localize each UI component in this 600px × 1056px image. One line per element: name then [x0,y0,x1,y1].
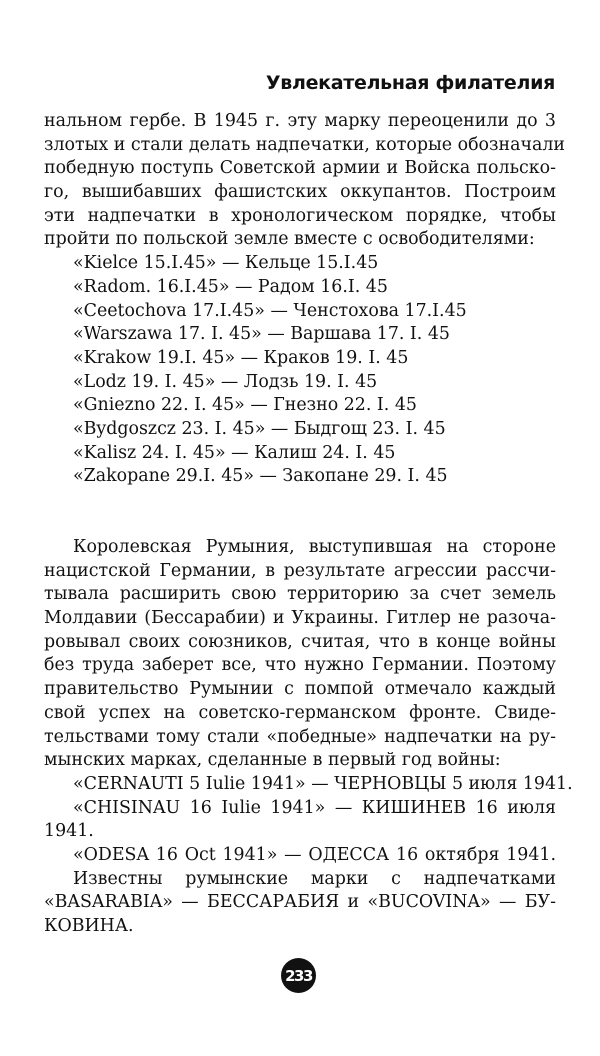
list-item-continuation: 1941. [44,821,94,842]
list-item: «CERNAUTI 5 Iulie 1941» — ЧЕРНОВЦЫ 5 июля 1941. [73,773,573,794]
list-item: «Krakow 19.I. 45» — Краков 19. I. 45 [73,347,409,368]
polish-overprint-list [44,252,556,489]
text-line: «BASARABIA» — БЕССАРАБИЯ и «BUCOVINA» — БУ- [44,892,556,913]
list-item: «Kalisz 24. I. 45» — Калиш 24. I. 45 [73,442,396,463]
text-line: Известны румынские марки с надпечатками [73,868,556,889]
text-line: злотых и стали делать надпечатки, которые обозначали [44,134,565,155]
list-item: «Radom. 16.I.45» — Радом 16.I. 45 [73,276,388,297]
text-line: пройти по польской земле вместе с освободителями: [44,229,535,250]
romanian-overprint-list [44,773,573,868]
page-number-badge [281,958,316,993]
text-line: свой успех на советско-германском фронте. Свиде- [44,702,556,723]
list-item: «Gniezno 22. I. 45» — Гнезно 22. I. 45 [73,395,417,416]
page-body [44,110,573,939]
list-item: «Ceetochova 17.I.45» — Ченстохова 17.I.45 [73,300,467,321]
text-line: ровывал своих союзников, считая, что в конце войны [44,631,556,652]
text-line: победную поступь Советской армии и Войска польско- [44,158,556,179]
paragraph-closing [44,868,556,939]
section-gap [44,489,556,536]
text-line: правительство Румынии с помпой отмечало каждый [44,679,556,700]
text-line: го, вышибавших фашистских оккупантов. Построим [44,182,556,203]
list-item: «Bydgoszcz 23. I. 45» — Быдгощ 23. I. 45 [73,418,446,439]
text-line: Королевская Румыния, выступившая на стороне [73,537,556,557]
text-line: Молдавии (Бессарабии) и Украины. Гитлер не разоча- [44,608,556,629]
running-title: Увлекательная филателия [265,72,555,94]
page-number: 233 [285,966,312,985]
text-line: КОВИНА. [44,916,134,936]
list-item: «Warszawa 17. I. 45» — Варшава 17. I. 45 [73,324,450,345]
paragraph-romania [44,536,556,773]
text-line: нальном гербе. В 1945 г. эту марку переоценили до 3 [44,111,556,131]
text-line: без труда заберет все, что нужно Германии. Поэтому [44,655,556,676]
paragraph-intro [44,110,565,252]
list-item: «Lodz 19. I. 45» — Лодзь 19. I. 45 [73,371,378,392]
text-line: тывала расширить свою территорию за счет земель [44,584,556,605]
text-line: нацистской Германии, в результате агрессии рассчи- [44,560,556,581]
text-line: эти надпечатки в хронологическом порядке, чтобы [44,205,556,226]
text-line: тельствами тому стали «победные» надпечатки на ру- [44,726,556,747]
text-line: мынских марках, сделанные в первый год войны: [44,750,501,771]
list-item: «ODESA 16 Oct 1941» — ОДЕССА 16 октября 1941. [73,844,556,865]
list-item: «Kielce 15.I.45» — Кельце 15.I.45 [73,253,379,274]
list-item: «Zakopane 29.I. 45» — Закопане 29. I. 45 [73,466,448,487]
list-item: «CHISINAU 16 Iulie 1941» — КИШИНЕВ 16 июля [73,797,556,818]
